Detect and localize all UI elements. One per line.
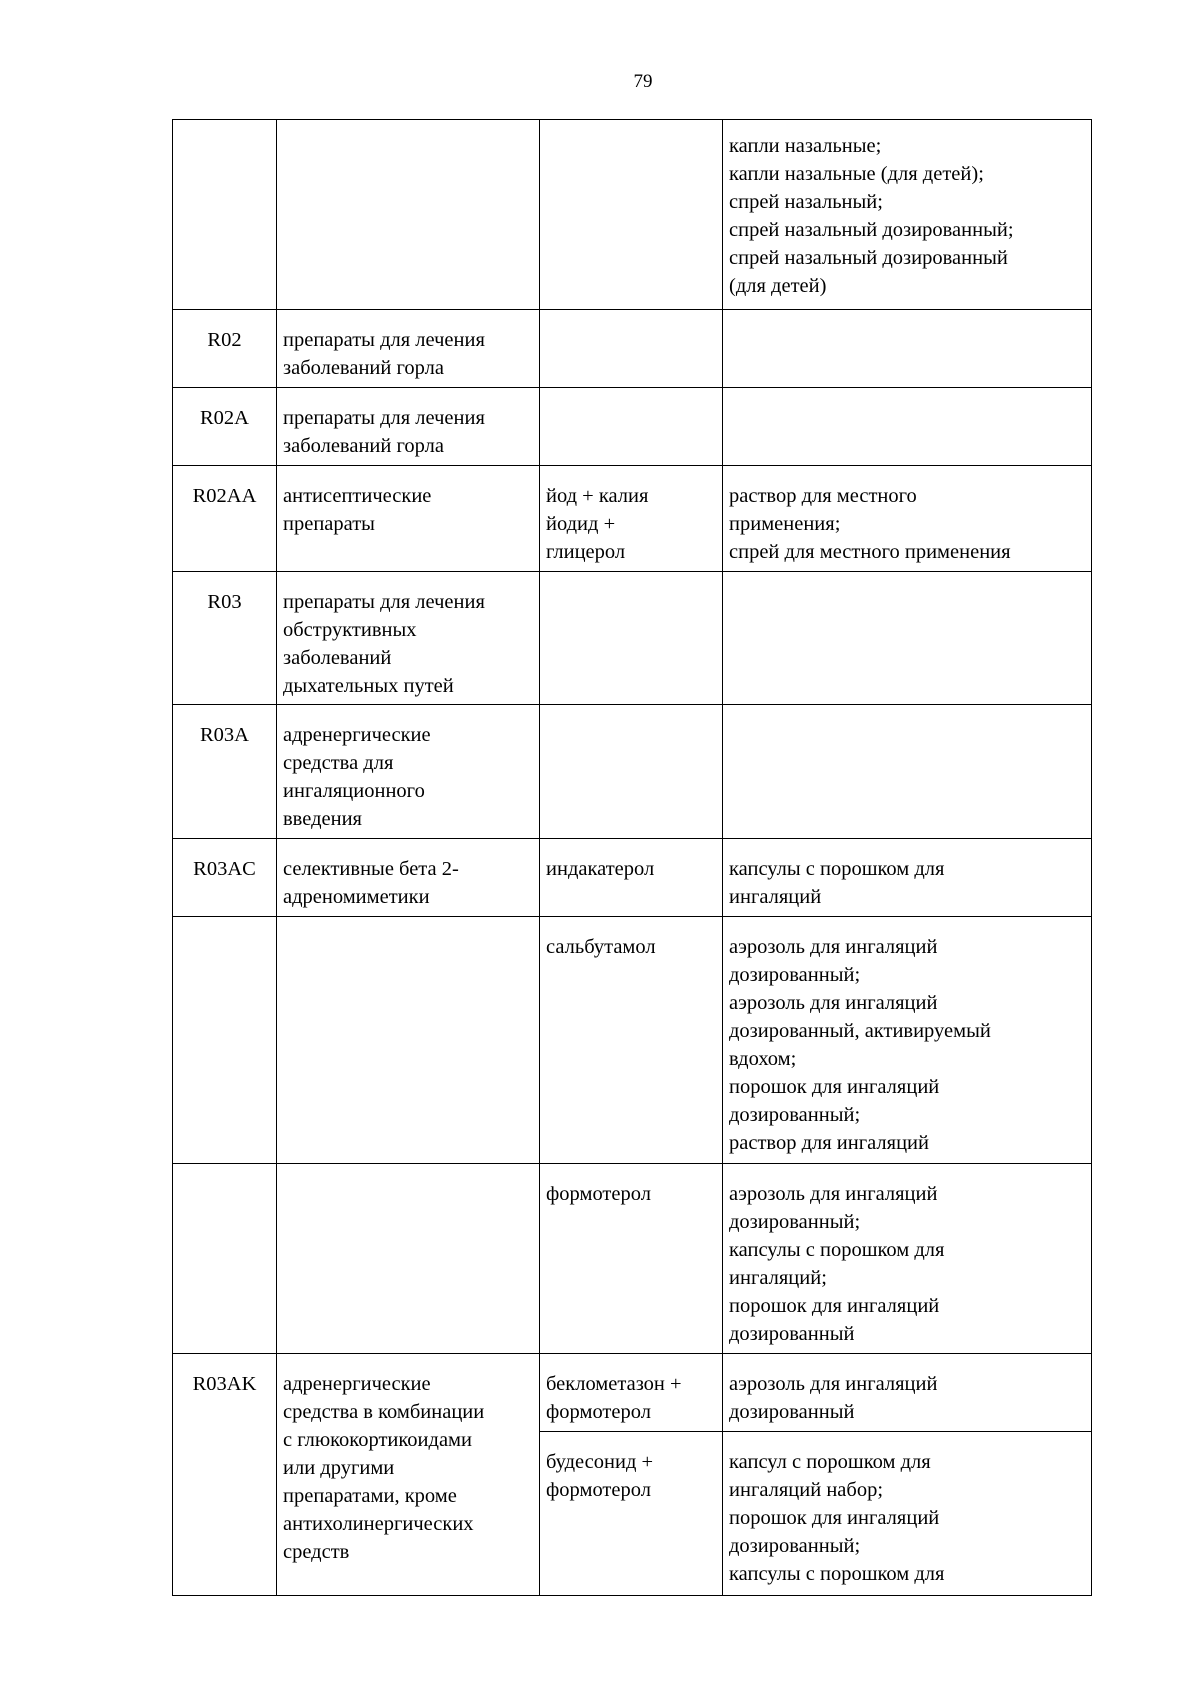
atc-code-cell — [173, 1164, 277, 1354]
table-row — [173, 466, 1092, 572]
table-row — [173, 839, 1092, 917]
atc-table — [172, 119, 1092, 1596]
atc-code-cell: R03AK — [173, 1354, 277, 1596]
group-name-cell: селективные бета 2- адреномиметики — [277, 839, 540, 917]
drug-name-cell — [540, 120, 723, 310]
dosage-forms-cell: аэрозоль для ингаляций дозированный; капсулы с порошком для ингаляций; порошок для ингаляций дозированный — [723, 1164, 1092, 1354]
drug-name-cell: йод + калия йодид + глицерол — [540, 466, 723, 572]
drug-name-cell — [540, 705, 723, 839]
group-name-cell: препараты для лечения заболеваний горла — [277, 310, 540, 388]
dosage-forms-cell: капсул с порошком для ингаляций набор; порошок для ингаляций дозированный; капсулы с порошком для — [723, 1432, 1092, 1596]
table-row — [173, 120, 1092, 310]
atc-code-cell: R03A — [173, 705, 277, 839]
atc-code-cell: R03 — [173, 572, 277, 705]
atc-code-cell: R02A — [173, 388, 277, 466]
group-name-cell: препараты для лечения обструктивных заболеваний дыхательных путей — [277, 572, 540, 705]
dosage-forms-cell — [723, 705, 1092, 839]
atc-code-cell — [173, 120, 277, 310]
dosage-forms-cell — [723, 388, 1092, 466]
atc-code-cell: R02AA — [173, 466, 277, 572]
dosage-forms-cell: аэрозоль для ингаляций дозированный — [723, 1354, 1092, 1432]
group-name-cell — [277, 120, 540, 310]
group-name-cell — [277, 917, 540, 1164]
table-row — [173, 388, 1092, 466]
group-name-cell: антисептические препараты — [277, 466, 540, 572]
atc-code-cell — [173, 917, 277, 1164]
page-number: 79 — [633, 71, 653, 92]
dosage-forms-cell: капсулы с порошком для ингаляций — [723, 839, 1092, 917]
drug-name-cell — [540, 572, 723, 705]
table-row — [173, 705, 1092, 839]
group-name-cell: адренергические средства в комбинации с глюкокортикоидами или другими препаратами, кроме антихолинергических средств — [277, 1354, 540, 1596]
dosage-forms-cell — [723, 572, 1092, 705]
group-name-cell: адренергические средства для ингаляционного введения — [277, 705, 540, 839]
table-row — [173, 310, 1092, 388]
dosage-forms-cell — [723, 310, 1092, 388]
table-row — [173, 917, 1092, 1164]
drug-name-cell — [540, 310, 723, 388]
drug-name-cell: сальбутамол — [540, 917, 723, 1164]
drug-name-cell — [540, 388, 723, 466]
dosage-forms-cell: раствор для местного применения; спрей для местного применения — [723, 466, 1092, 572]
drug-name-cell: индакатерол — [540, 839, 723, 917]
drug-name-cell: будесонид + формотерол — [540, 1432, 723, 1596]
drug-name-cell: беклометазон + формотерол — [540, 1354, 723, 1432]
drug-name-cell: формотерол — [540, 1164, 723, 1354]
table-row — [173, 572, 1092, 705]
group-name-cell — [277, 1164, 540, 1354]
table-row — [173, 1164, 1092, 1354]
dosage-forms-cell: капли назальные; капли назальные (для детей); спрей назальный; спрей назальный дозированный; спрей назальный дозированный (для детей) — [723, 120, 1092, 310]
atc-code-cell: R02 — [173, 310, 277, 388]
group-name-cell: препараты для лечения заболеваний горла — [277, 388, 540, 466]
atc-code-cell: R03AC — [173, 839, 277, 917]
table-row — [173, 1354, 1092, 1432]
dosage-forms-cell: аэрозоль для ингаляций дозированный; аэрозоль для ингаляций дозированный, активируемый вдохом; порошок для ингаляций дозированный; раствор для ингаляций — [723, 917, 1092, 1164]
